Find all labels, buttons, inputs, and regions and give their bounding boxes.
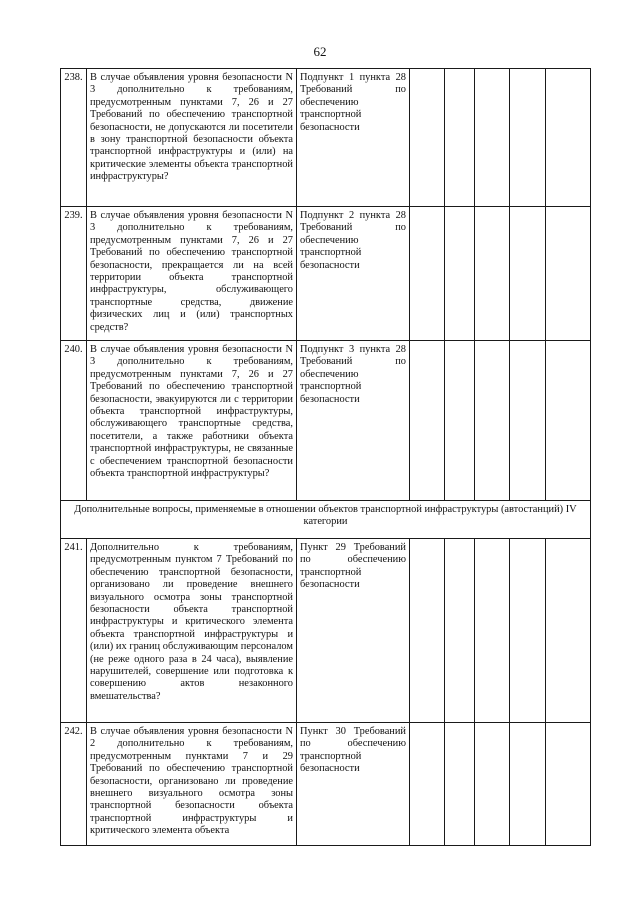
answer-cell	[410, 207, 445, 341]
answer-cell	[510, 207, 546, 341]
row-number: 241.	[61, 539, 87, 723]
table-row	[61, 539, 591, 723]
note-cell	[546, 723, 591, 846]
table-row	[61, 341, 591, 501]
section-row	[61, 501, 591, 539]
answer-cell	[510, 69, 546, 207]
legal-basis: Пункт 29 Требований по обеспечению транспортной безопасности	[297, 539, 410, 723]
note-cell	[546, 341, 591, 501]
question-text: Дополнительно к требованиям, предусмотренным пунктом 7 Требований по обеспечению транспортной безопасности, организовано ли проведение внешнего визуального осмотра зоны транспортной безопасности объекта транспортной инфраструктуры и критического элемента объекта транспортной инфраструктуры и (или) их границ обслуживающим персоналом (не реже одного раза в 24 часа), выявление нарушителей, совершение или подготовка к совершению актов незаконного вмешательства?	[87, 539, 297, 723]
question-text: В случае объявления уровня безопасности N 3 дополнительно к требованиям, предусмотренным пунктами 7, 26 и 27 Требований по обеспечению транспортной безопасности, прекращается ли на всей территории объекта транспортной инфраструктуры, обслуживающего транспортные средства, движение физических лиц и (или) транспортных средств?	[87, 207, 297, 341]
question-text: В случае объявления уровня безопасности N 3 дополнительно к требованиям, предусмотренным пунктами 7, 26 и 27 Требований по обеспечению транспортной безопасности, не допускаются ли посетители в зону транспортной безопасности объекта транспортной инфраструктуры и (или) на критические элементы объекта транспортной инфраструктуры?	[87, 69, 297, 207]
legal-basis: Подпункт 2 пункта 28 Требований по обеспечению транспортной безопасности	[297, 207, 410, 341]
answer-cell	[510, 341, 546, 501]
question-text: В случае объявления уровня безопасности N 3 дополнительно к требованиям, предусмотренным пунктами 7, 26 и 27 Требований по обеспечению транспортной безопасности, эвакуируются ли с территории объекта транспортной инфраструктуры, обслуживающего транспортные средства, посетители, а также работники объекта транспортной инфраструктуры, не связанные с обеспечением транспортной безопасности объекта транспортной инфраструктуры?	[87, 341, 297, 501]
answer-cell	[510, 539, 546, 723]
answer-cell	[410, 341, 445, 501]
legal-basis: Подпункт 1 пункта 28 Требований по обеспечению транспортной безопасности	[297, 69, 410, 207]
answer-cell	[445, 539, 475, 723]
answer-cell	[445, 69, 475, 207]
row-number: 239.	[61, 207, 87, 341]
page-number: 62	[313, 44, 327, 59]
table-row	[61, 69, 591, 207]
note-cell	[546, 69, 591, 207]
answer-cell	[445, 723, 475, 846]
answer-cell	[475, 207, 510, 341]
note-cell	[546, 207, 591, 341]
table-row	[61, 207, 591, 341]
row-number: 238.	[61, 69, 87, 207]
answer-cell	[475, 723, 510, 846]
table-row	[61, 723, 591, 846]
answer-cell	[475, 539, 510, 723]
legal-basis: Подпункт 3 пункта 28 Требований по обеспечению транспортной безопасности	[297, 341, 410, 501]
section-heading: Дополнительные вопросы, применяемые в отношении объектов транспортной инфраструктуры (автостанций) IV категории	[61, 501, 591, 539]
answer-cell	[410, 539, 445, 723]
row-number: 240.	[61, 341, 87, 501]
note-cell	[546, 539, 591, 723]
row-number: 242.	[61, 723, 87, 846]
question-text: В случае объявления уровня безопасности N 2 дополнительно к требованиям, предусмотренным пунктами 7 и 29 Требований по обеспечению транспортной безопасности, организовано ли проведение внешнего визуального осмотра зоны транспортной безопасности объекта транспортной инфраструктуры и критического элемента объекта	[87, 723, 297, 846]
answer-cell	[510, 723, 546, 846]
answer-cell	[475, 341, 510, 501]
answer-cell	[410, 723, 445, 846]
checklist-table	[60, 68, 591, 846]
answer-cell	[445, 207, 475, 341]
answer-cell	[410, 69, 445, 207]
answer-cell	[475, 69, 510, 207]
legal-basis: Пункт 30 Требований по обеспечению транспортной безопасности	[297, 723, 410, 846]
answer-cell	[445, 341, 475, 501]
